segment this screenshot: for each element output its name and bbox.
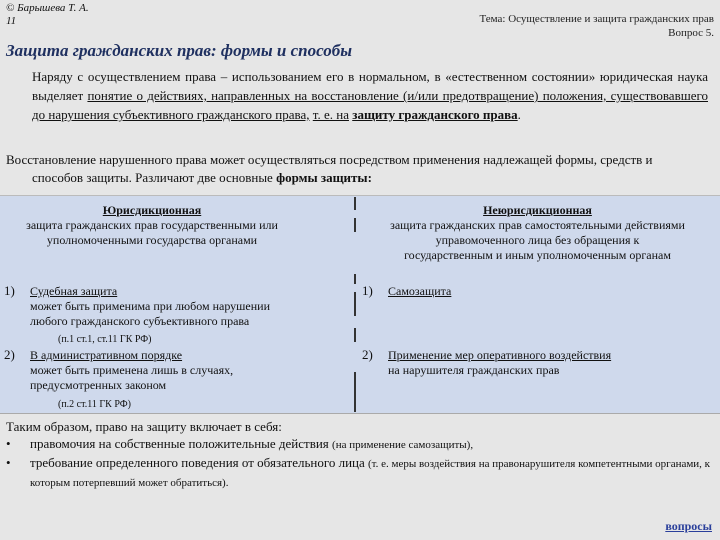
jurisdictional-desc-1: защита гражданских прав государственными или — [26, 218, 278, 232]
summary-bullet-note: (т. е. меры воздействия на правонарушителя компетентными органами, к которым потерпевший может обратиться). — [30, 458, 711, 489]
summary-bullet-text — [30, 454, 716, 492]
author-block — [6, 2, 89, 28]
column-divider — [354, 372, 356, 412]
list-item — [6, 435, 716, 454]
list-item-line: может быть применима при любом нарушении — [30, 299, 271, 313]
page-title: Защита гражданских прав: формы и способы — [6, 41, 353, 60]
list-item-number: 2) — [362, 347, 373, 362]
non-jurisdictional-desc-3: государственным и иным уполномоченным органам — [404, 248, 671, 262]
restoration-line-2-wrap — [6, 169, 708, 187]
list-item-number: 2) — [4, 347, 15, 362]
questions-link[interactable]: вопросы — [665, 519, 712, 533]
summary-bullet-text — [30, 435, 473, 454]
judicial-protection-title: Судебная защита — [30, 284, 118, 298]
restoration-paragraph — [6, 151, 708, 187]
summary-bullet-main: правомочия на собственные положительные действия — [30, 436, 329, 451]
intro-underlined-definition: понятие о действиях, направленных на восстановление (и/или предотвращение) положения, существовавшего до нарушения субъективного гражданского права, — [32, 88, 708, 122]
list-item-number: 1) — [4, 283, 15, 298]
column-divider — [354, 218, 356, 232]
summary-bullet-main: требование определенного поведения от обязательного лица — [30, 455, 365, 470]
forms-of-protection: формы защиты: — [276, 170, 372, 185]
list-item — [30, 284, 330, 329]
intro-paragraph — [32, 67, 708, 124]
jurisdictional-desc-2: уполномоченными государства органами — [46, 233, 258, 247]
list-item-line: предусмотренных законом — [30, 378, 167, 392]
non-jurisdictional-desc-1: защита гражданских прав самостоятельными действиями — [390, 218, 685, 232]
operational-measures-title: Применение мер оперативного воздействия — [388, 348, 612, 362]
list-item — [30, 348, 330, 393]
list-item — [6, 454, 716, 492]
list-item-line: может быть применена лишь в случаях, — [30, 363, 234, 377]
jurisdictional-heading: Юрисдикционная — [102, 203, 202, 217]
column-divider — [354, 292, 356, 316]
summary-block — [6, 418, 716, 492]
law-reference: (п.2 ст.11 ГК РФ) — [58, 399, 131, 410]
summary-bullet-note: (на применение самозащиты), — [332, 439, 474, 451]
topic-block — [479, 12, 714, 40]
intro-end: . — [517, 107, 521, 122]
column-divider — [354, 197, 356, 210]
summary-lead: Таким образом, право на защиту включает в себя: — [6, 419, 282, 434]
self-defense-title: Самозащита — [388, 284, 452, 298]
list-item-number: 1) — [362, 283, 373, 298]
list-item-line: любого гражданского субъективного права — [30, 314, 250, 328]
restoration-line-1: Восстановление нарушенного права может осуществляться посредством применения надлежащей формы, средств и — [6, 152, 653, 167]
non-jurisdictional-header — [360, 203, 715, 263]
column-divider — [354, 328, 356, 342]
bullet-icon: • — [6, 455, 11, 470]
question-number: Вопрос 5. — [668, 27, 714, 39]
author-name: © Барышева Т. А. — [6, 2, 89, 14]
restoration-line-2: способов защиты. Различают две основные — [32, 170, 273, 185]
bullet-icon: • — [6, 436, 11, 451]
intro-bold-term: защиту гражданского права — [352, 107, 518, 122]
topic-title: Тема: Осуществление и защита гражданских прав — [479, 13, 714, 25]
non-jurisdictional-heading: Неюрисдикционная — [483, 203, 592, 217]
list-item — [388, 348, 708, 378]
slide-number: 11 — [6, 15, 17, 27]
intro-underlined-te: т. е. на — [312, 107, 349, 122]
column-divider — [354, 274, 356, 284]
administrative-procedure-title: В административном порядке — [30, 348, 183, 362]
non-jurisdictional-desc-2: управомоченного лица без обращения к — [435, 233, 640, 247]
law-reference: (п.1 ст.1, ст.11 ГК РФ) — [58, 334, 152, 345]
jurisdictional-header — [2, 203, 302, 248]
list-item-line: на нарушителя гражданских прав — [388, 363, 560, 377]
intro-text: Наряду с осуществлением права – использованием его в нормальном, в «естественном состоянии» юридическая наука выделяет — [32, 69, 708, 103]
